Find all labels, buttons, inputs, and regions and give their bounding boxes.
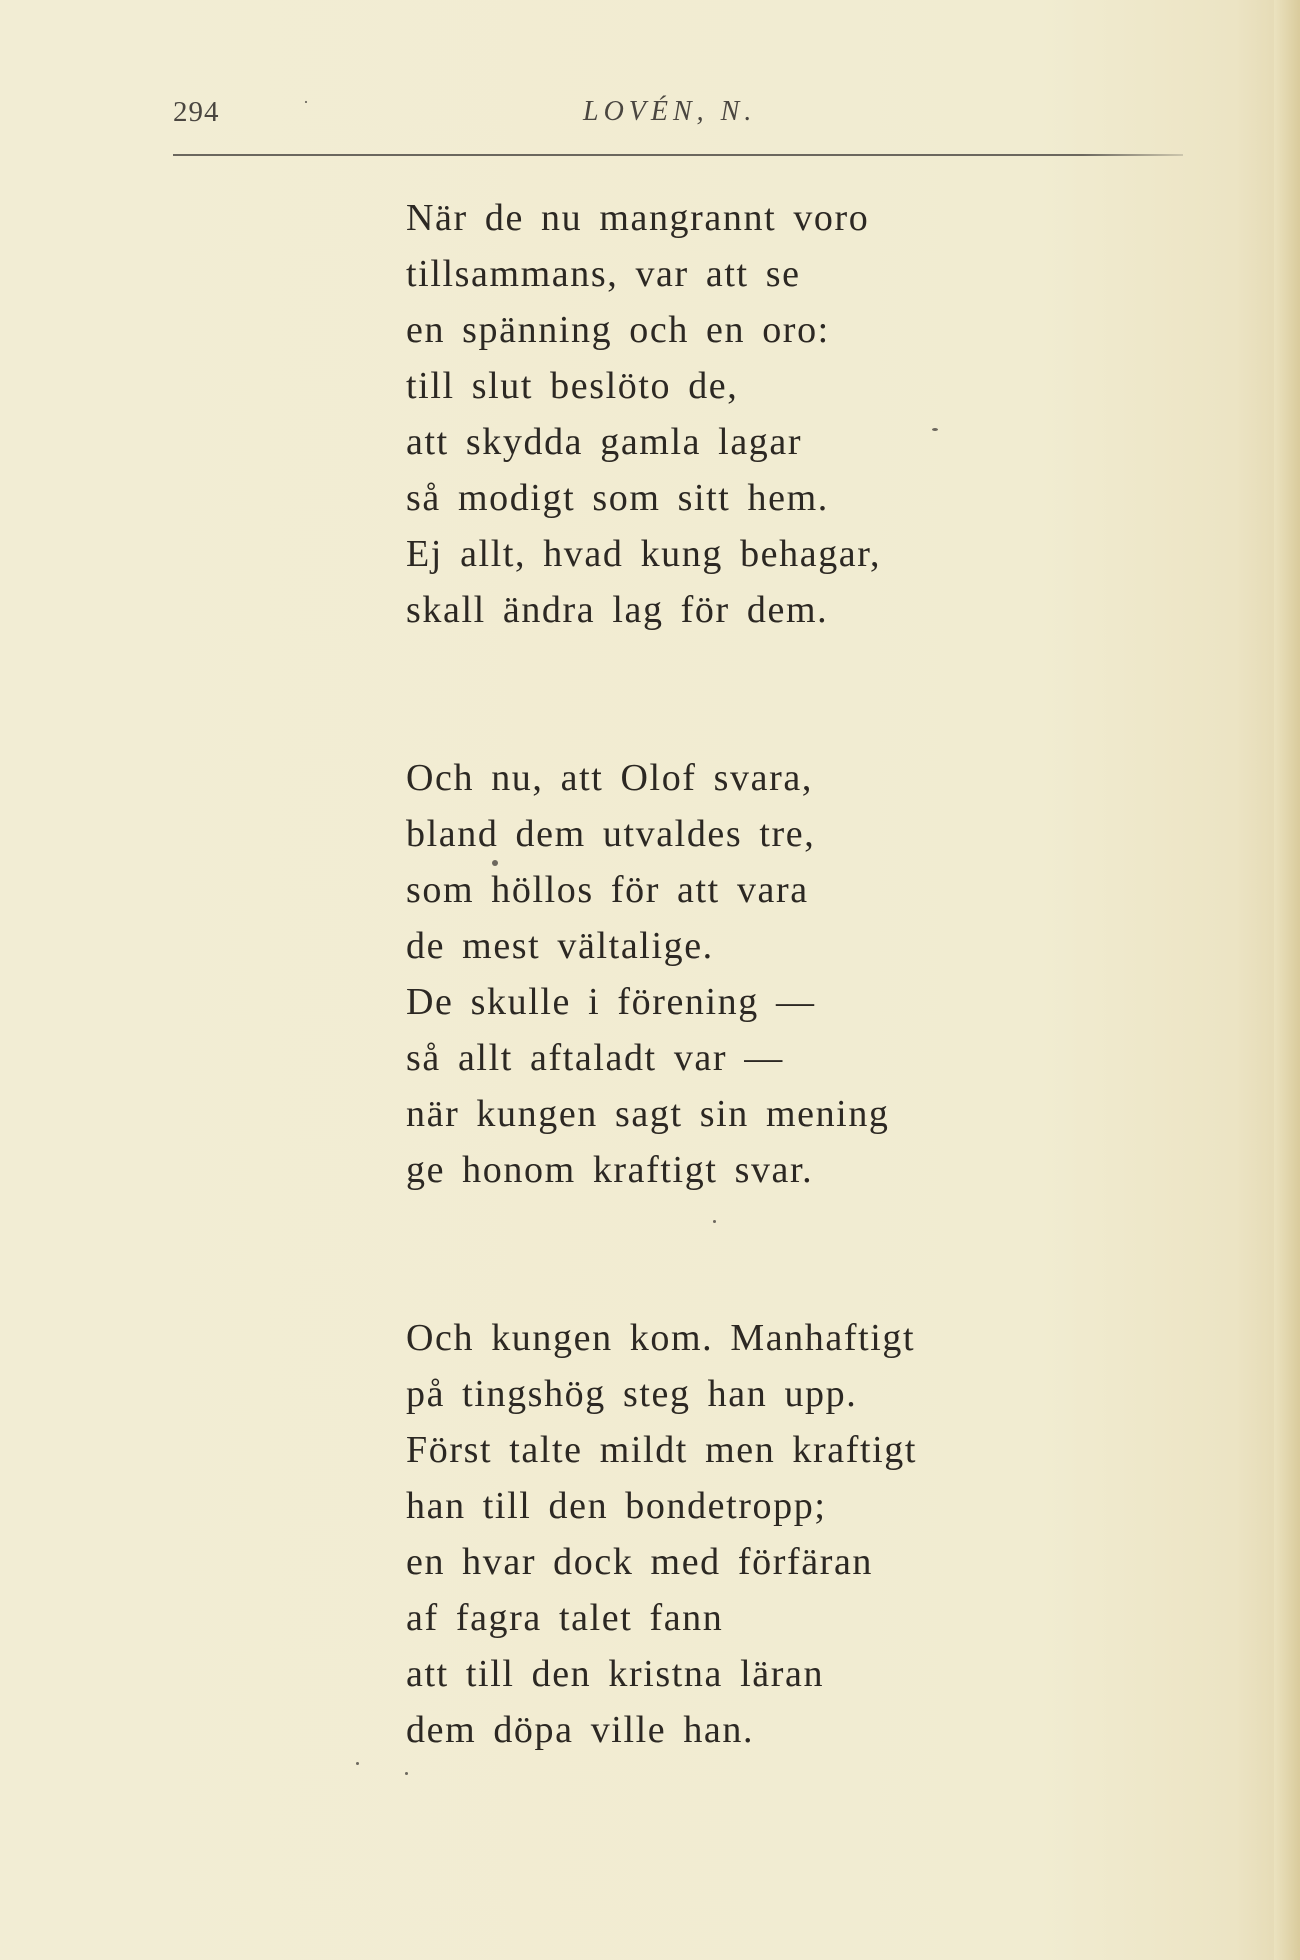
stanza-2 [406,750,1046,1198]
header-rule [173,154,1183,156]
stanza-1 [406,190,1046,638]
poem-line: en spänning och en oro: [406,309,830,351]
author-running-title: LOVÉN, N. [583,96,757,127]
poem-line: Ej allt, hvad kung behagar, [406,533,882,575]
poem-line: Och kungen kom. Manhaftigt [406,1317,916,1359]
poem-line: att till den kristna läran [406,1653,825,1695]
running-head [173,92,1183,140]
print-speck [932,428,938,431]
stanza-3 [406,1310,1046,1758]
page-number: 294 [173,96,220,128]
poem [406,190,1046,1758]
poem-line: på tingshög steg han upp. [406,1373,858,1415]
print-speck [405,1772,408,1775]
poem-line: när kungen sagt sin mening [406,1093,890,1135]
poem-line: Först talte mildt men kraftigt [406,1429,918,1471]
poem-line: så modigt som sitt hem. [406,477,829,519]
print-speck [713,1220,716,1223]
header-dot: · [303,92,309,112]
print-speck [356,1762,359,1765]
poem-line: De skulle i förening — [406,981,816,1023]
poem-line: en hvar dock med förfäran [406,1541,874,1583]
poem-line: så allt aftaladt var — [406,1037,784,1079]
poem-line: han till den bondetropp; [406,1485,827,1527]
poem-line: ge honom kraftigt svar. [406,1149,814,1191]
poem-line: Och nu, att Olof svara, [406,757,813,799]
poem-line: af fagra talet fann [406,1597,724,1639]
poem-line: till slut beslöto de, [406,365,739,407]
poem-line: När de nu mangrannt voro [406,197,870,239]
poem-line: dem döpa ville han. [406,1709,755,1751]
poem-line: tillsammans, var att se [406,253,801,295]
poem-line: de mest vältalige. [406,925,714,967]
poem-line: bland dem utvaldes tre, [406,813,816,855]
poem-line: som höllos för att vara [406,869,809,911]
poem-line: att skydda gamla lagar [406,421,803,463]
poem-line: skall ändra lag för dem. [406,589,829,631]
print-speck [492,860,498,866]
page-edge-shadow [1274,0,1300,1960]
